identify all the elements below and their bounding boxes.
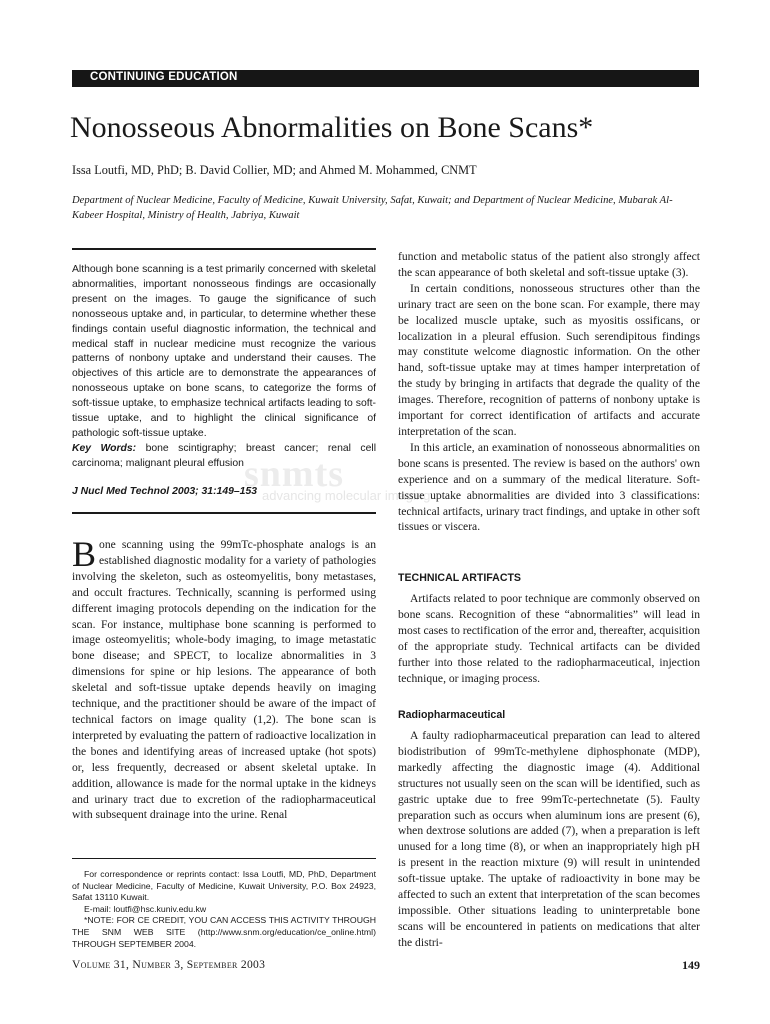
section-label: CONTINUING EDUCATION [90, 71, 238, 83]
journal-issue: Volume 31, Number 3, September 2003 [72, 958, 266, 971]
footnote [72, 869, 376, 950]
paragraph: Artifacts related to poor technique are commonly observed on bone scans. Recognition of these “abnormalities” will lead in most cases to rectification of the error and, thereafter, acquisition of the appropriate study. Technical artifacts can be divided further into those related to the radiopharmaceutical, injection technique, or imaging process. [398, 592, 700, 685]
drop-cap: B [72, 534, 97, 574]
right-column-intro [398, 249, 700, 535]
journal-citation: J Nucl Med Technol 2003; 31:149–153 [72, 486, 258, 497]
watermark-tagline: advancing molecular imaging [262, 488, 431, 503]
correspondence-note: For correspondence or reprints contact: Issa Loutfi, MD, PhD, Department of Nuclear Medicine, Faculty of Medicine, Kuwait University, P.O. Box 24923, Safat 13110 Kuwait. [72, 869, 376, 903]
radiopharmaceutical-text [398, 728, 700, 951]
ce-note: *NOTE: FOR CE CREDIT, YOU CAN ACCESS THIS ACTIVITY THROUGH THE SNM WEB SITE (http://www.snm.org/education/ce_online.html) THROUGH SEPTEMBER 2004. [72, 915, 376, 949]
section-banner [72, 70, 699, 87]
technical-artifacts-text [398, 591, 700, 686]
page-number: 149 [682, 958, 700, 972]
email-note: E-mail: loutfi@hsc.kuniv.edu.kw [84, 903, 207, 914]
paragraph: In certain conditions, nonosseous structures other than the urinary tract are seen on the bone scan. For example, there may be localized muscle uptake, such as myositis ossificans, or localization in a pleural effusion. Such serendipitous findings may constitute welcome diagnostic information. On the other hand, soft-tissue uptake may at times hamper interpretation of the study by bringing in artifacts that degrade the quality of the images. Therefore, recognition of patterns of nonbony uptake is important for correct identification of artifacts and accurate interpretation of the scan. [398, 281, 700, 438]
subsection-heading: Radiopharmaceutical [398, 709, 506, 721]
paragraph: function and metabolic status of the patient also strongly affect the scan appearance of both skeletal and soft-tissue uptake (3). [398, 250, 700, 279]
footnote-rule [72, 858, 376, 859]
intro-paragraph [72, 534, 376, 823]
abstract-bottom-rule [72, 512, 376, 514]
article-title: Nonosseous Abnormalities on Bone Scans* [70, 111, 594, 144]
abstract-text: Although bone scanning is a test primarily concerned with skeletal abnormalities, important nonosseous findings are occasionally present on the images. To gauge the significance of such nonosseous uptake and, in particular, to determine whether these findings contain useful diagnostic information, the technical and medical staff in nuclear medicine must recognize the various patterns of nonbony uptake and understand their causes. The objectives of this article are to demonstrate the appearances of nonosseous uptake on bone scans, to categorize the forms of soft-tissue uptake, to emphasize technical artifacts leading to soft-tissue uptake, and to highlight the clinical significance of pathologic soft-tissue uptake. [72, 264, 376, 439]
watermark-logo: snmts [244, 453, 345, 495]
abstract [72, 263, 376, 472]
affiliation: Department of Nuclear Medicine, Faculty of Medicine, Kuwait University, Safat, Kuwait; and Department of Nuclear Medicine, Mubarak Al-Kabeer Hospital, Ministry of Health, Jabriya, Kuwait [72, 195, 673, 221]
section-heading: TECHNICAL ARTIFACTS [398, 572, 522, 584]
keywords-text: bone scintigraphy; breast cancer; renal cell carcinoma; malignant pleural effusion [72, 442, 377, 469]
paragraph: In this article, an examination of nonosseous abnormalities on bone scans is presented. The review is based on the authors' own experience and on a summary of the medical literature. Soft-tissue uptake abnormalities are divided into 3 classifications: technical artifacts, urinary tract findings, and uptake in other soft tissues or viscera. [398, 440, 700, 534]
abstract-top-rule [72, 248, 376, 250]
keywords-label: Key Words: [72, 442, 137, 454]
paragraph: A faulty radiopharmaceutical preparation can lead to altered biodistribution of 99mTc-methylene diphosphonate (MDP), markedly affecting the diagnostic image (4). Additional structures not usually seen on the scan will be identified, such as gastric uptake due to free 99mTc-pertechnetate (5). Faulty preparation such as occurs when aluminum ions are present (6), when dextrose solutions are added (7), when a preparation is left unused for a long time (8), or when an inappropriately high pH is present in the reaction mixture (9) will result in unintended soft-tissue uptake. The uptake of radioactivity in bone may be affected to such an extent that interpretation of the scan becomes impossible. Other situations leading to uninterpretable bone scans will be encountered in patients on medications that alter the distri- [398, 729, 700, 949]
intro-text: one scanning using the 99mTc-phosphate analogs is an established diagnostic modality for a variety of pathologies involving the skeleton, such as osteomyelitis, bony metastases, and occult fractures. Technically, scanning is performed using different imaging protocols depending on the indication for the scan. For instance, multiphase bone scanning is performed to image osteomyelitis; whole-body imaging, to image metastatic bone disease; and SPECT, to localize abnormalities in 3 dimensions for spine or hip lesions. The appearance of both skeletal and soft-tissue uptake depends heavily on imaging technique, and the practitioner should be aware of the impact of technical factors on image quality (1,2). The bone scan is interpreted by evaluating the pattern of radioactive localization in the bones and identifying areas of increased uptake (hot spots) or, less frequently, decreased or absent skeletal uptake. In addition, allowance is made for the normal uptake in the kidneys and urinary tract due to excretion of the radiopharmaceutical with subsequent drainage into the urine. Renal [72, 538, 376, 822]
author-list: Issa Loutfi, MD, PhD; B. David Collier, MD; and Ahmed M. Mohammed, CNMT [72, 163, 477, 177]
